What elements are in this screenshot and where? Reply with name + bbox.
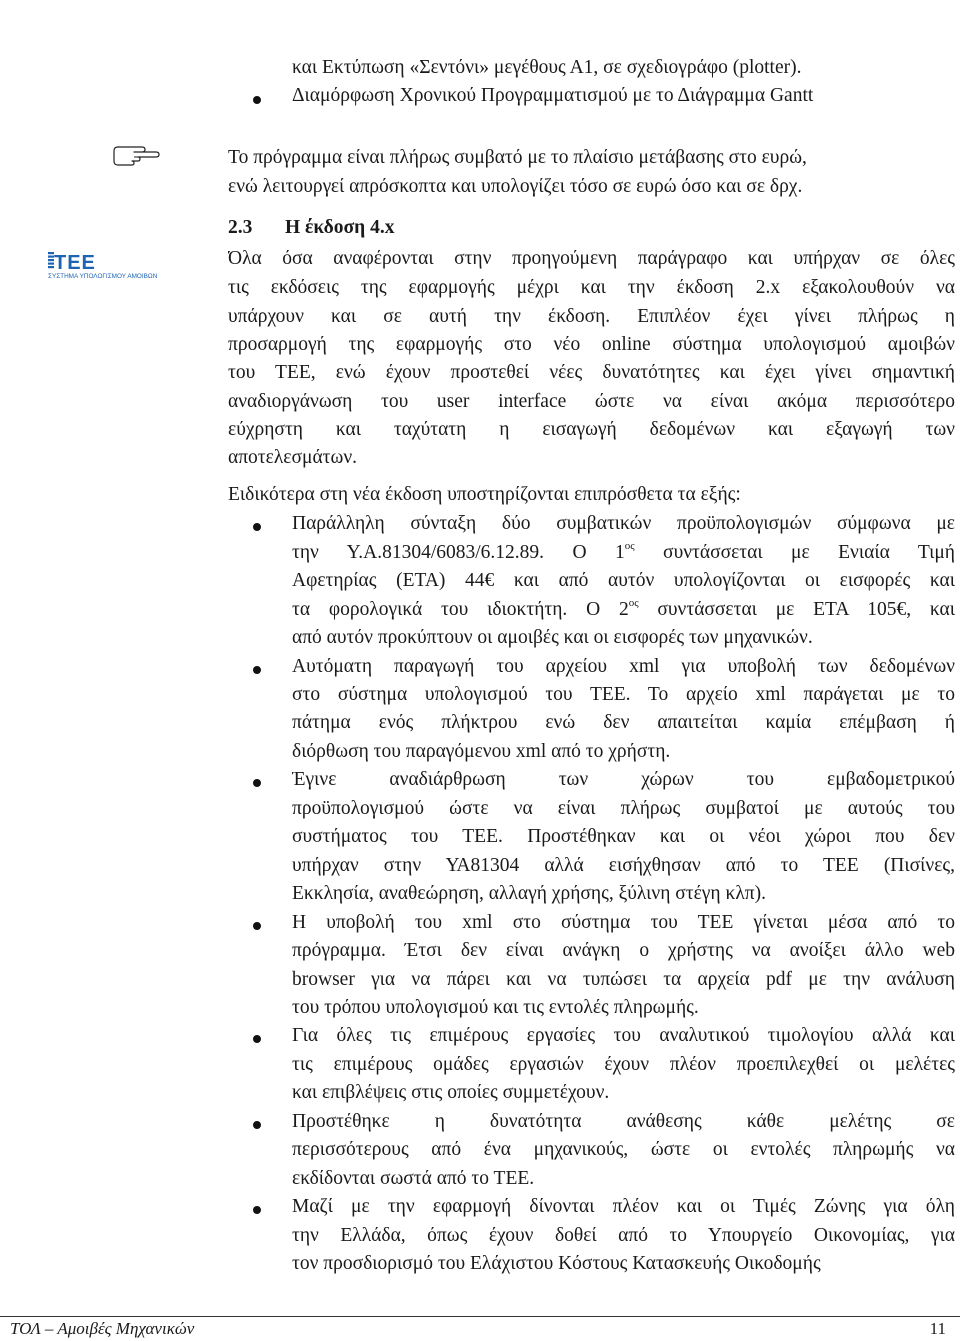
intro-line-2: Διαμόρφωση Χρονικού Προγραμματισμού με το Διάγραμμα Gantt	[292, 85, 814, 106]
paragraph-line-4: προσαρμογή της εφαρμογής στο νέο online σύστημα υπολογισμού αμοιβών	[228, 334, 955, 355]
bullet1-line-4: τα φορολογικά του ιδιοκτήτη. Ο $2^{o\varsigma}$ συντάσσεται με ΕΤΑ 105€, και	[292, 596, 955, 620]
bullet-dot	[253, 666, 261, 674]
note-line-1: Το πρόγραμμα είναι πλήρως συμβατό με το πλαίσιο μετάβασης στο ευρώ,	[228, 147, 807, 168]
bullet3-line-1: Έγινε αναδιάρθρωση των χώρων του εμβαδομετρικού	[292, 769, 955, 790]
bullet4-line-2: πρόγραμμα. Έτσι δεν είναι ανάγκη ο χρήστης να ανοίξει άλλο web	[292, 940, 955, 961]
bullet5-line-3: και επιβλέψεις στις οποίες συμμετέχουν.	[292, 1082, 610, 1103]
bullet2-line-4: διόρθωση του παραγόμενου xml από το χρήστη.	[292, 741, 671, 762]
bullet-dot	[253, 779, 261, 787]
bullet3-line-4: υπήρχαν στην ΥΑ81304 αλλά εισήχθησαν από το ΤΕΕ (Πισίνες,	[292, 855, 955, 876]
paragraph-line-7: εύχρηστη και ταχύτατη η εισαγωγή δεδομένων και εξαγωγή των	[228, 419, 955, 440]
bullet3-line-2: προϋπολογισμού ώστε να είναι πλήρως συμβατοί με αυτούς του	[292, 798, 955, 819]
svg-text:ΣΥΣΤΗΜΑ ΥΠΟΛΟΓΙΣΜΟΥ ΑΜΟΙΒΩΝ: ΣΥΣΤΗΜΑ ΥΠΟΛΟΓΙΣΜΟΥ ΑΜΟΙΒΩΝ	[48, 273, 158, 280]
bullet2-line-3: πάτημα ενός πλήκτρου ενώ δεν απαιτείται καμία επέμβαση ή	[292, 712, 955, 733]
section-number: 2.3	[228, 217, 253, 238]
bullet-dot	[253, 1035, 261, 1043]
intro-line-1: και Εκτύπωση «Σεντόνι» μεγέθους Α1, σε σχεδιογράφο (plotter).	[292, 57, 802, 78]
bullet7-line-2: την Ελλάδα, όπως έχουν δοθεί από το Υπουργείο Οικονομίας, για	[292, 1225, 955, 1246]
bullet4-line-4: του τρόπου υπολογισμού και τις εντολές πληρωμής.	[292, 997, 699, 1018]
paragraph-line-5: του ΤΕΕ, ενώ έχουν προστεθεί νέες δυνατότητες και έχει γίνει σημαντική	[228, 362, 955, 383]
pointing-hand-icon	[112, 142, 162, 166]
paragraph-line-8: αποτελεσμάτων.	[228, 447, 358, 468]
paragraph-line-6: αναδιοργάνωση του user interface ώστε να είναι ακόμα περισσότερο	[228, 391, 955, 412]
paragraph-line-3: υπάρχουν και σε αυτή την έκδοση. Επιπλέον έχει γίνει πλήρως η	[228, 306, 955, 327]
bullet1-line-1: Παράλληλη σύνταξη δύο συμβατικών προϋπολογισμών σύμφωνα με	[292, 513, 955, 534]
bullet3-line-5: Εκκλησία, αναθεώρηση, αλλαγή χρήσης, ξύλινη στέγη κλπ).	[292, 883, 766, 904]
footer-title: ΤΟΛ – Αμοιβές Μηχανικών	[10, 1319, 195, 1338]
tee-logo	[44, 250, 189, 280]
bullet5-line-2: τις επιμέρους ομάδες εργασιών έχουν πλέον προεπιλεχθεί οι μελέτες	[292, 1054, 955, 1075]
paragraph-line-1: Όλα όσα αναφέρονται στην προηγούμενη παράγραφο και υπήρχαν σε όλες	[228, 248, 955, 269]
paragraph-line-2: τις εκδόσεις της εφαρμογής μέχρι και την έκδοση 2.x εξακολουθούν να	[228, 277, 955, 298]
note-line-2: ενώ λειτουργεί απρόσκοπτα και υπολογίζει τόσο σε ευρώ όσο και σε δρχ.	[228, 176, 803, 197]
bullet7-line-1: Μαζί με την εφαρμογή δίνονται πλέον και οι Τιμές Ζώνης για όλη	[292, 1196, 955, 1217]
bullet-dot	[253, 922, 261, 930]
bullet-dot	[253, 96, 261, 104]
intro-more-line: Ειδικότερα στη νέα έκδοση υποστηρίζονται επιπρόσθετα τα εξής:	[228, 484, 741, 505]
bullet-dot	[253, 1121, 261, 1129]
bullet2-line-1: Αυτόματη παραγωγή του αρχείου xml για υποβολή των δεδομένων	[292, 656, 955, 677]
bullet1-line-5: από αυτόν προκύπτουν οι αμοιβές και οι εισφορές των μηχανικών.	[292, 627, 813, 648]
bullet-dot	[253, 523, 261, 531]
bullet6-line-3: εκδίδονται σωστά από το ΤΕΕ.	[292, 1168, 535, 1189]
bullet1-line-3: Αφετηρίας (ΕΤΑ) 44€ και από αυτόν υπολογίζονται οι εισφορές και	[292, 570, 955, 591]
page-number: 11	[929, 1319, 946, 1338]
section-title: Η έκδοση 4.x	[285, 217, 395, 238]
bullet4-line-1: Η υποβολή του xml στο σύστημα του ΤΕΕ γίνεται μέσα από το	[292, 912, 955, 933]
bullet7-line-3: τον προσδιορισμό του Ελάχιστου Κόστους Κατασκευής Οικοδομής	[292, 1253, 821, 1274]
bullet6-line-1: Προστέθηκε η δυνατότητα ανάθεσης κάθε μελέτης σε	[292, 1111, 955, 1132]
bullet-dot	[253, 1206, 261, 1214]
bullet3-line-3: συστήματος του ΤΕΕ. Προστέθηκαν και οι νέοι χώροι που δεν	[292, 826, 955, 847]
bullet6-line-2: περισσότερους από ένα μηχανικούς, ώστε οι εντολές πληρωμής να	[292, 1139, 955, 1160]
bullet5-line-1: Για όλες τις επιμέρους εργασίες του αναλυτικού τιμολογίου αλλά και	[292, 1025, 955, 1046]
footer-rule	[0, 1316, 960, 1317]
bullet2-line-2: στο σύστημα υπολογισμού του ΤΕΕ. Το αρχείο xml παράγεται με το	[292, 684, 955, 705]
bullet4-line-3: browser για να πάρει και να τυπώσει τα αρχεία pdf με την ανάλυση	[292, 969, 955, 990]
bullet1-line-2: την Υ.Α.81304/6083/6.12.89. Ο $1^{o\varsigma}$ συντάσσεται με Ενιαία Τιμή	[292, 539, 955, 563]
svg-text:ΤΕΕ: ΤΕΕ	[54, 252, 96, 274]
